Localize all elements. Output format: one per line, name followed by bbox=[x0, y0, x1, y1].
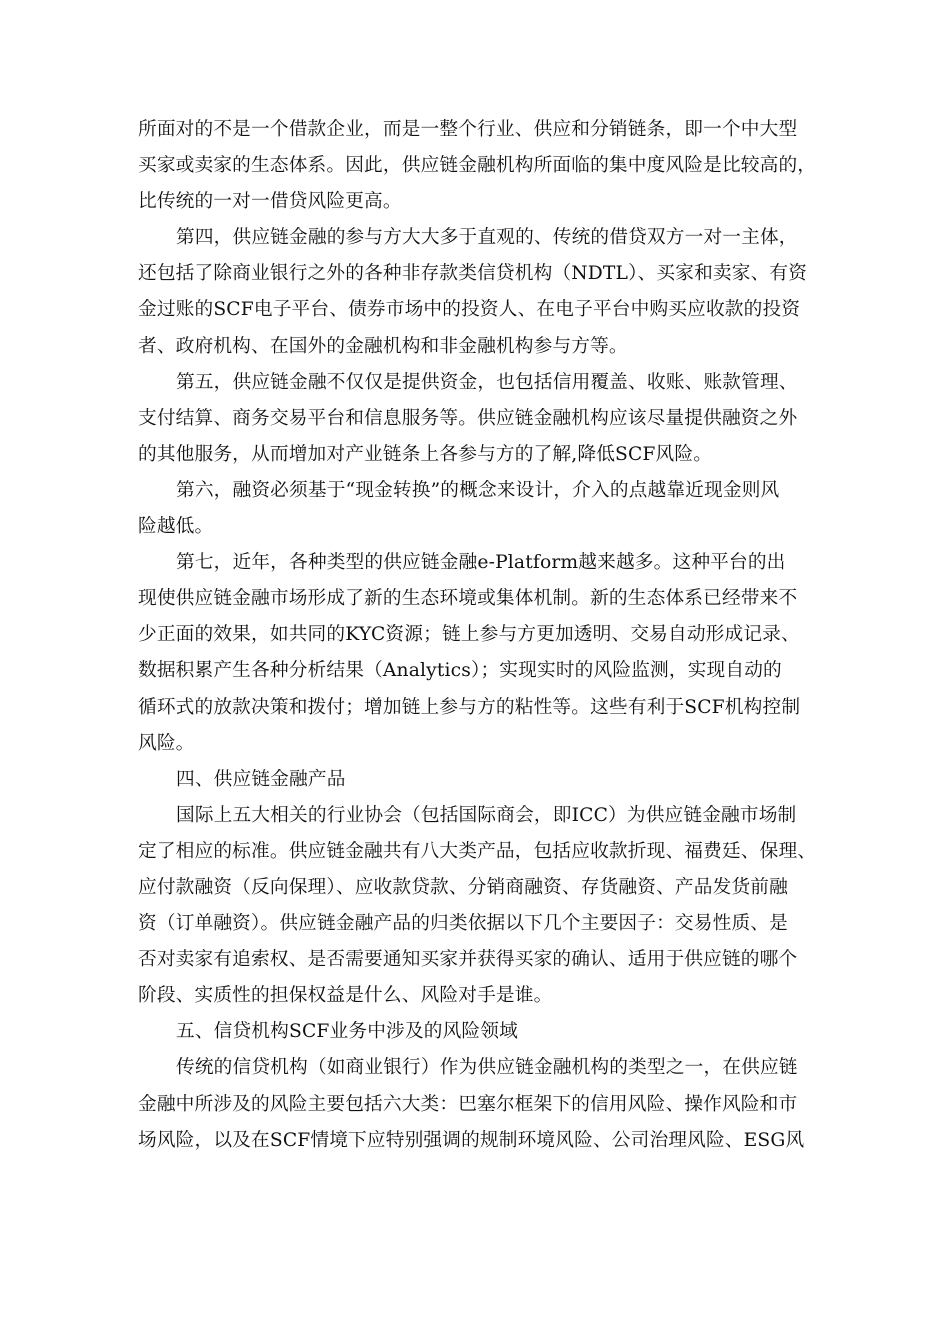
text-line: 支付结算、商务交易平台和信息服务等。供应链金融机构应该尽量提供融资之外 bbox=[138, 407, 798, 429]
text-line: 否对卖家有追索权、是否需要通知买家并获得买家的确认、适用于供应链的哪个 bbox=[138, 949, 798, 971]
text-line: 还包括了除商业银行之外的各种非存款类信贷机构（NDTL）、买家和卖家、有资 bbox=[138, 263, 808, 285]
section-heading-text: 四、供应链金融产品 bbox=[176, 768, 346, 790]
text-line: 第四，供应链金融的参与方大大多于直观的、传统的借贷双方一对一主体， bbox=[176, 227, 798, 249]
text-line: 比传统的一对一借贷风险更高。 bbox=[138, 191, 402, 213]
text-line: 循环式的放款决策和拨付；增加链上参与方的粘性等。这些有利于SCF机构控制 bbox=[138, 696, 801, 718]
text-line: 风险。 bbox=[138, 732, 195, 754]
text-line: 第五，供应链金融不仅仅是提供资金，也包括信用覆盖、收账、账款管理、 bbox=[176, 371, 798, 393]
text-line: 买家或卖家的生态体系。因此，供应链金融机构所面临的集中度风险是比较高的， bbox=[138, 155, 817, 177]
text-line: 险越低。 bbox=[138, 516, 214, 538]
text-line: 的其他服务，从而增加对产业链条上各参与方的了解,降低SCF风险。 bbox=[138, 443, 713, 465]
text-line: 第七，近年，各种类型的供应链金融e-Platform越来越多。这种平台的出 bbox=[176, 552, 786, 574]
text-line: 定了相应的标准。供应链金融共有八大类产品，包括应收款折现、福费廷、保理、 bbox=[138, 840, 817, 862]
text-line: 少正面的效果，如共同的KYC资源；链上参与方更加透明、交易自动形成记录、 bbox=[138, 624, 800, 646]
paragraph-sixth bbox=[138, 473, 818, 545]
text-line: 第六，融资必须基于“现金转换”的概念来设计，介入的点越靠近现金则风 bbox=[176, 479, 780, 501]
text-line: 国际上五大相关的行业协会（包括国际商会，即ICC）为供应链金融市场制 bbox=[176, 804, 797, 826]
text-line: 金过账的SCF电子平台、债券市场中的投资人、在电子平台中购买应收款的投资 bbox=[138, 299, 801, 321]
paragraph-products bbox=[138, 798, 818, 1015]
text-line: 金融中所涉及的风险主要包括六大类：巴塞尔框架下的信用风险、操作风险和市 bbox=[138, 1093, 798, 1115]
paragraph-seventh bbox=[138, 545, 818, 762]
section-heading-risk-areas bbox=[138, 1014, 818, 1050]
text-line: 数据积累产生各种分析结果（Analytics）；实现实时的风险监测，实现自动的 bbox=[138, 660, 782, 682]
paragraph-fourth bbox=[138, 220, 818, 364]
text-line: 场风险，以及在SCF情境下应特别强调的规制环境风险、公司治理风险、ESG风 bbox=[138, 1129, 805, 1151]
section-heading-products bbox=[138, 762, 818, 798]
text-line: 者、政府机构、在国外的金融机构和非金融机构参与方等。 bbox=[138, 335, 628, 357]
paragraph-continuation bbox=[138, 112, 818, 220]
text-line: 传统的信贷机构（如商业银行）作为供应链金融机构的类型之一，在供应链 bbox=[176, 1057, 798, 1079]
section-heading-text: 五、信贷机构SCF业务中涉及的风险领域 bbox=[176, 1021, 518, 1043]
text-line: 阶段、实质性的担保权益是什么、风险对手是谁。 bbox=[138, 985, 553, 1007]
paragraph-fifth bbox=[138, 365, 818, 473]
paragraph-risk-areas bbox=[138, 1050, 818, 1158]
text-line: 所面对的不是一个借款企业，而是一整个行业、供应和分销链条，即一个中大型 bbox=[138, 119, 798, 140]
text-line: 资（订单融资）。供应链金融产品的归类依据以下几个主要因子：交易性质、是 bbox=[138, 913, 788, 935]
document-page bbox=[138, 112, 818, 1159]
text-line: 应付款融资（反向保理）、应收款贷款、分销商融资、存货融资、产品发货前融 bbox=[138, 876, 788, 898]
text-line: 现使供应链金融市场形成了新的生态环境或集体机制。新的生态体系已经带来不 bbox=[138, 588, 798, 610]
